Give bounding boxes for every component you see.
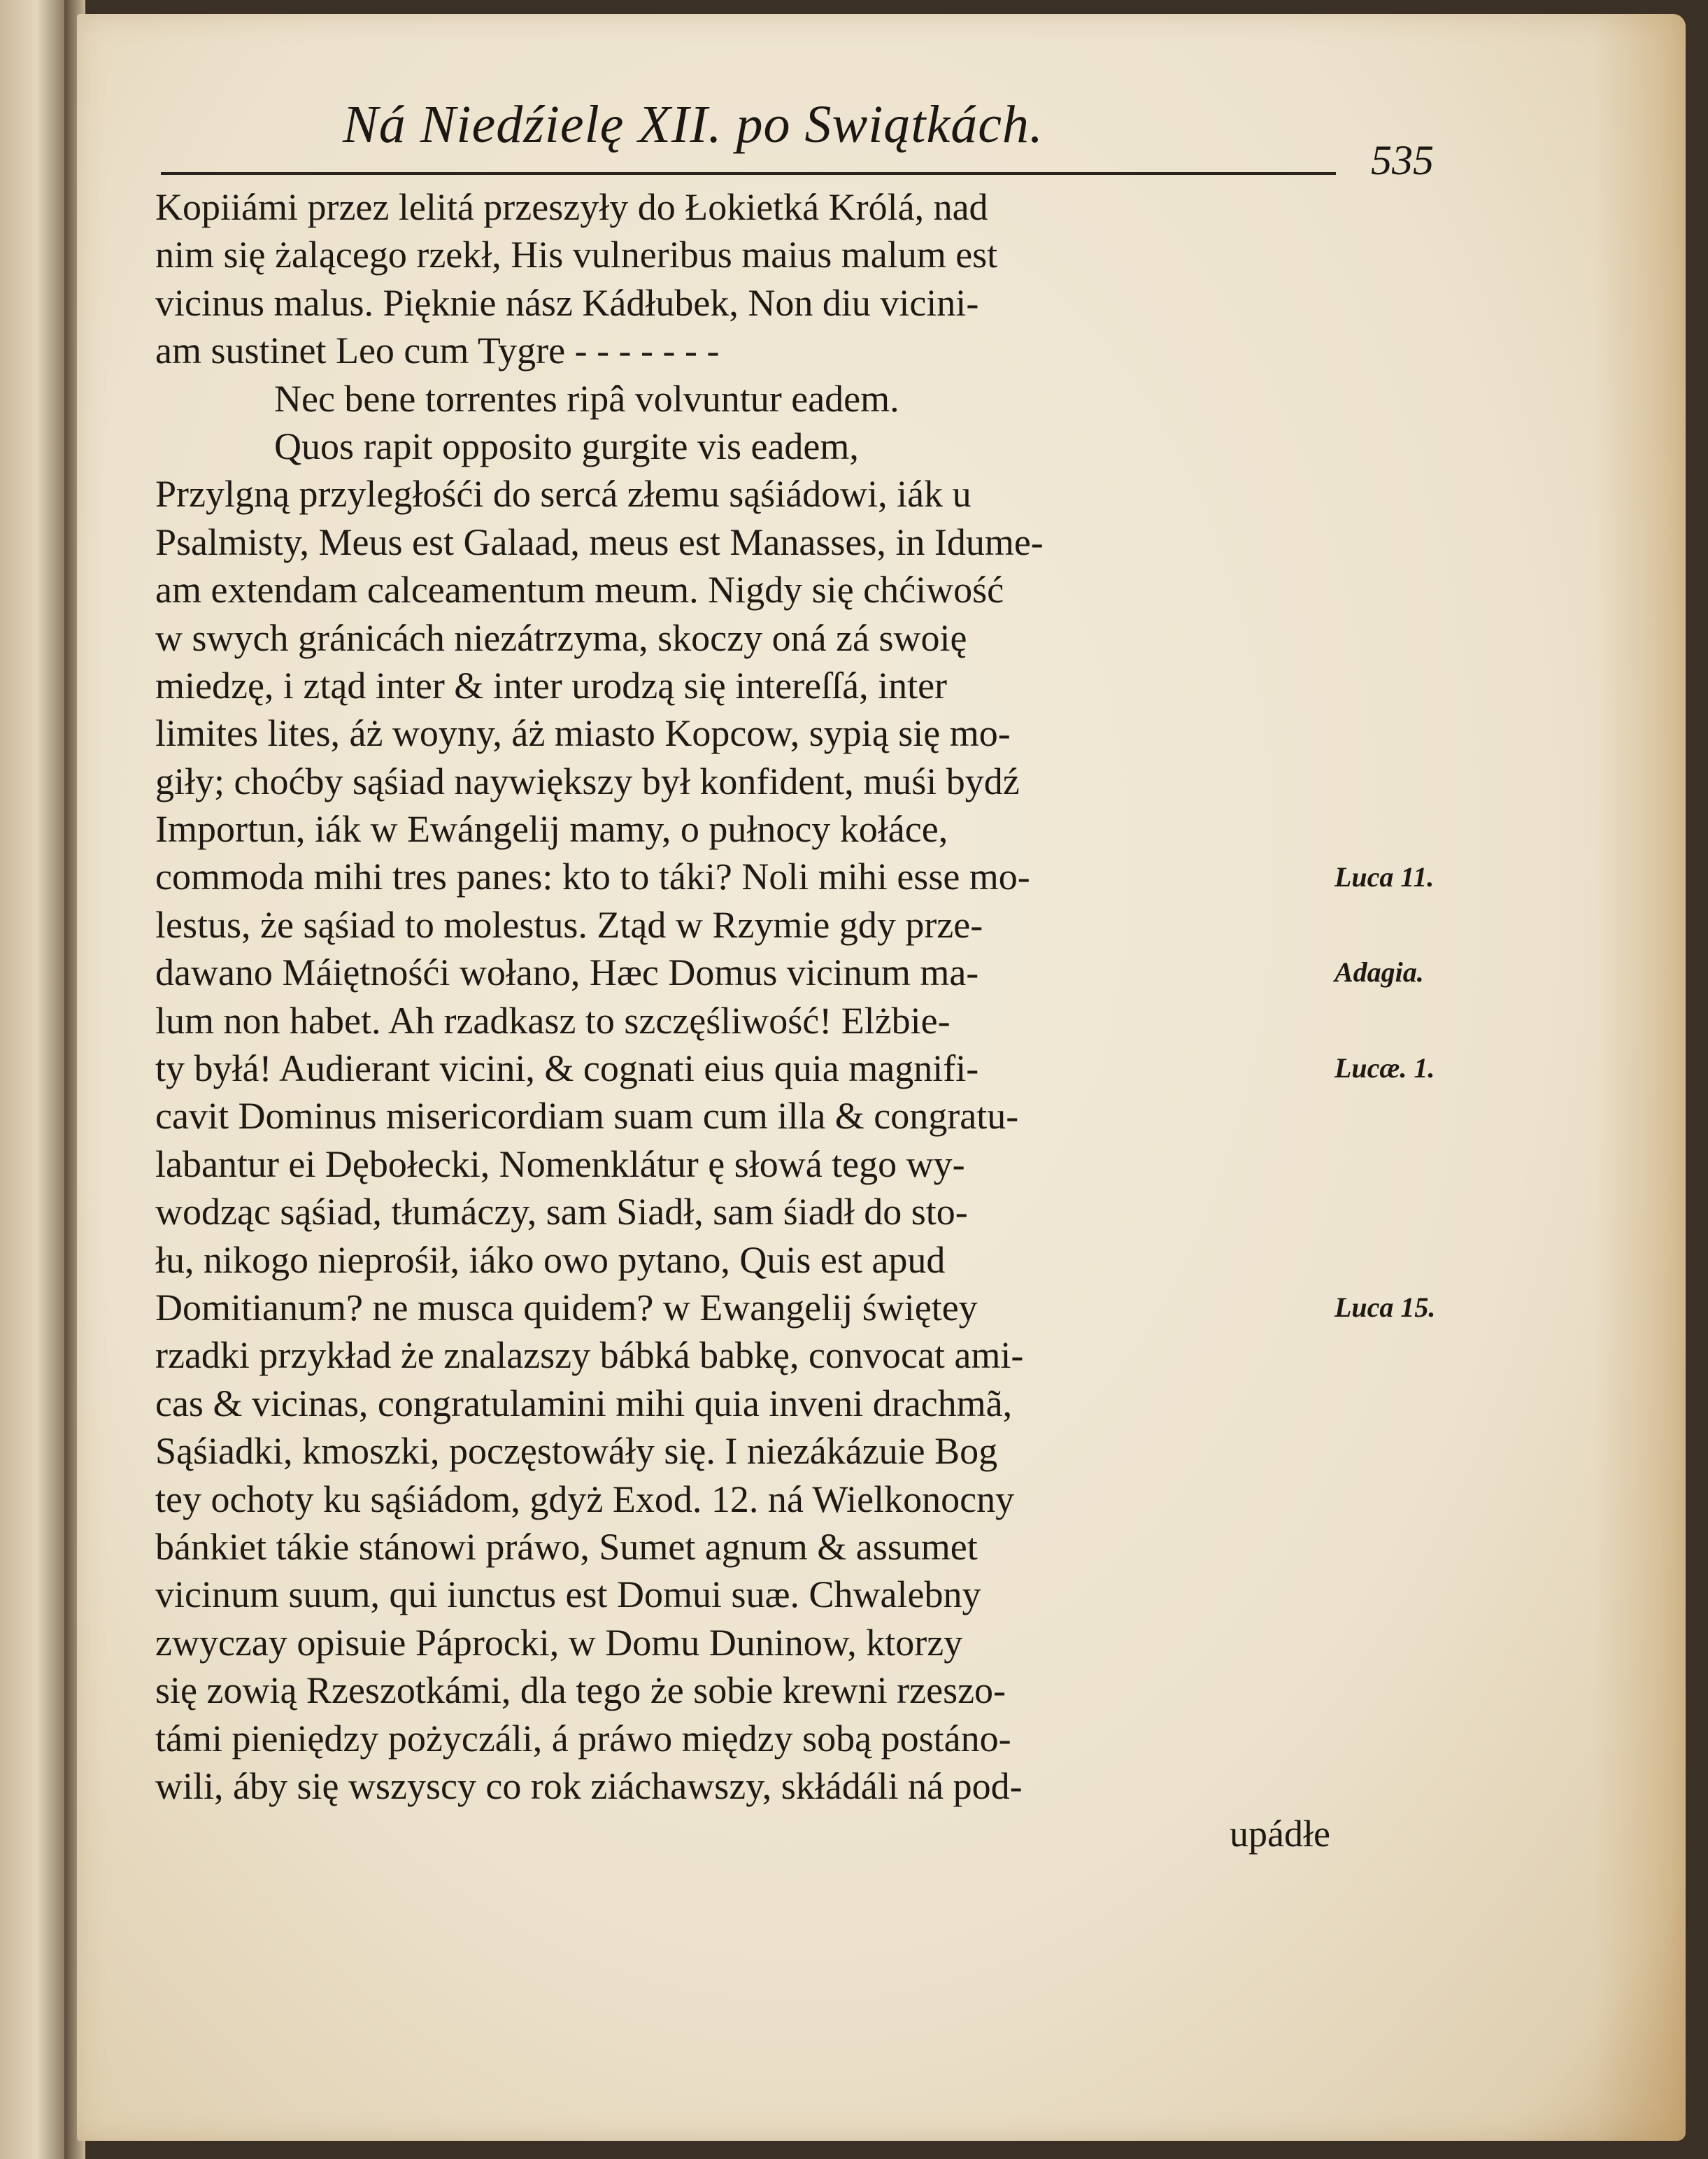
text-line: bánkiet tákie stánowi práwo, Sumet agnum & assumet [155, 1525, 978, 1568]
page-edge-stain [1595, 14, 1686, 2141]
text-line: Domitianum? ne musca quidem? w Ewangelij świętey [155, 1286, 978, 1329]
header-rule [161, 172, 1336, 175]
text-line: zwyczay opisuie Páprocki, w Domu Duninow, ktorzy [155, 1621, 963, 1664]
text-line: łu, nikogo nieprośił, iáko owo pytano, Quis est apud [155, 1238, 946, 1281]
text-line: w swych gránicách niezátrzyma, skoczy oná zá swoię [155, 616, 967, 659]
margin-note: Lucæ. 1. [1335, 1052, 1435, 1084]
text-line: Quos rapit opposito gurgite vis eadem, [274, 425, 859, 467]
text-line: miedzę, i ztąd inter & inter urodzą się intereſſá, inter [155, 664, 948, 707]
text-line: vicinus malus. Pięknie nász Kádłubek, Non diu vicini- [155, 281, 979, 324]
text-line: się zowią Rzeszotkámi, dla tego że sobie krewni rzeszo- [155, 1669, 1006, 1712]
text-line: rzadki przykład że znalazszy bábká babkę, convocat ami- [155, 1334, 1024, 1377]
text-line: lestus, że sąśiad to molestus. Ztąd w Rzymie gdy prze- [155, 903, 983, 946]
text-line: wili, áby się wszyscy co rok ziáchawszy, skłádáli ná pod- [155, 1764, 1023, 1807]
text-line: tey ochoty ku sąśiádom, gdyż Exod. 12. ná Wielkonocny [155, 1478, 1015, 1520]
text-line: wodząc sąśiad, tłumáczy, sam Siadł, sam śiadł do sto- [155, 1191, 968, 1233]
margin-note: Luca 11. [1335, 861, 1435, 893]
text-line: upádłe [1230, 1813, 1330, 1855]
text-line: cas & vicinas, congratulamini mihi quia inveni drachmã, [155, 1382, 1013, 1424]
text-line: Sąśiadki, kmoszki, poczęstowáły się. I niezákázuie Bog [155, 1430, 998, 1473]
body-text [155, 183, 1330, 1858]
text-line: limites lites, áż woyny, áż miasto Kopcow, sypią się mo- [155, 712, 1011, 755]
text-line: Importun, iák w Ewángelij mamy, o pułnocy kołáce, [155, 808, 948, 851]
text-line: giły; choćby sąśiad naywiększy był konfident, muśi bydź [155, 760, 1020, 802]
text-line: Przylgną przyległośći do sercá złemu sąśiádowi, iák u [155, 473, 972, 516]
text-line: am extendam calceamentum meum. Nigdy się chćiwość [155, 569, 1004, 611]
text-line: támi pieniędzy pożyczáli, á práwo między sobą postáno- [155, 1717, 1011, 1760]
facing-page-edge [0, 0, 66, 2159]
text-line: vicinum suum, qui iunctus est Domui suæ. Chwalebny [155, 1573, 981, 1616]
margin-note: Luca 15. [1335, 1291, 1436, 1324]
margin-note: Adagia. [1335, 956, 1424, 989]
text-line: Nec bene torrentes ripâ volvuntur eadem. [274, 377, 899, 420]
text-line: cavit Dominus misericordiam suam cum illa & congratu- [155, 1095, 1019, 1138]
text-line: labantur ei Dębołecki, Nomenklátur ę słowá tego wy- [155, 1142, 965, 1185]
text-line: Psalmisty, Meus est Galaad, meus est Manasses, in Idume- [155, 521, 1044, 563]
text-line: dawano Máiętnośći wołano, Hæc Domus vicinum ma- [155, 951, 979, 994]
running-title: Ná Niedźielę XII. po Swiątkách. [343, 95, 1044, 154]
page-number: 535 [1371, 137, 1434, 183]
text-line: commoda mihi tres panes: kto to táki? Noli mihi esse mo- [155, 856, 1030, 898]
text-line: nim się żalącego rzekł, His vulneribus maius malum est [155, 234, 998, 276]
text-line: lum non habet. Ah rzadkasz to szczęśliwość! Elżbie- [155, 999, 951, 1042]
text-line: Kopiiámi przez lelitá przeszyły do Łokietká Królá, nad [155, 186, 988, 228]
text-line: am sustinet Leo cum Tygre - - - - - - - [155, 330, 720, 372]
text-line: ty byłá! Audierant vicini, & cognati eius quia magnifi- [155, 1047, 979, 1090]
